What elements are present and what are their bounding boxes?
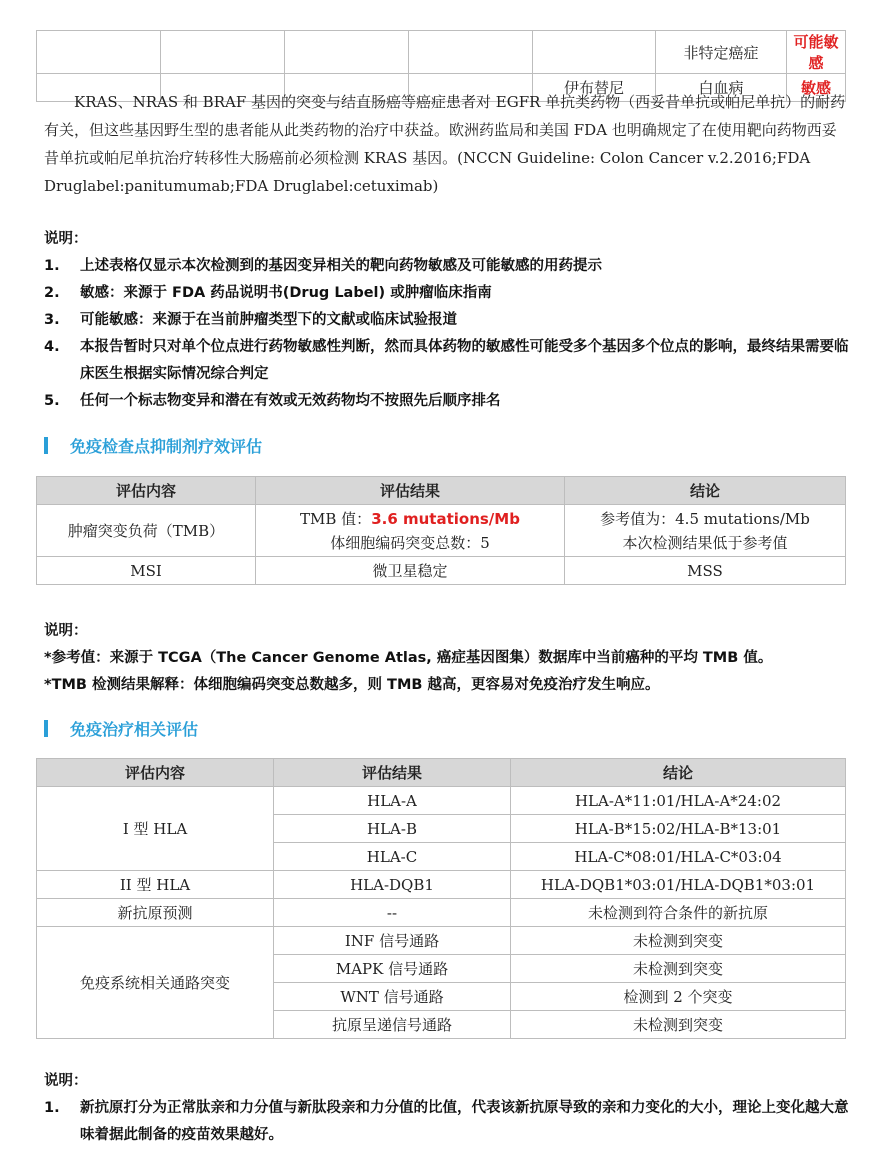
section-bar-icon bbox=[44, 437, 48, 454]
msi-label: MSI bbox=[37, 557, 256, 585]
hla1-label: I 型 HLA bbox=[37, 787, 274, 871]
table-header-row: 评估内容 评估结果 结论 bbox=[37, 759, 846, 787]
drug-name: 伊布替尼 bbox=[533, 74, 656, 102]
msi-conclusion: MSS bbox=[565, 557, 846, 585]
list-item: 5. 任何一个标志物变异和潜在有效或无效药物均不按照先后顺序排名 bbox=[44, 393, 501, 409]
list-item: 1. 上述表格仅显示本次检测到的基因变异相关的靶向药物敏感及可能敏感的用药提示 bbox=[44, 258, 602, 274]
tmb-conclusion: 参考值为：4.5 mutations/Mb 本次检测结果低于参考值 bbox=[565, 505, 846, 557]
sensitivity-level: 可能敏感 bbox=[787, 31, 846, 74]
section-title-immunotherapy: 免疫治疗相关评估 bbox=[44, 717, 198, 740]
list-item: 2. 敏感：来源于 FDA 药品说明书(Drug Label) 或肿瘤临床指南 bbox=[44, 285, 492, 301]
checkpoint-table bbox=[36, 476, 846, 585]
notes-block-2 bbox=[44, 618, 849, 699]
list-item: 3. 可能敏感：来源于在当前肿瘤类型下的文献或临床试验报道 bbox=[44, 312, 457, 328]
intro-paragraph: KRAS、NRAS 和 BRAF 基因的突变与结直肠癌等癌症患者对 EGFR 单抗类药物（西妥昔单抗或帕尼单抗）的耐药有关，但这些基因野生型的患者能从此类药物的治疗中获益。欧洲药监局和美国 FDA 也明确规定了在使用靶向药物西妥昔单抗或帕尼单抗治疗转移性大肠癌前必须检测 KRAS 基因。(NCCN Guideline: Colon Cancer v.2.2016;FDA Druglabel:panitumumab;FDA Druglabel:cetuximab) bbox=[44, 93, 846, 195]
notes-title: 说明： bbox=[44, 623, 88, 639]
notes-block-3 bbox=[44, 1068, 849, 1149]
tmb-value: 3.6 mutations/Mb bbox=[371, 509, 520, 528]
table-row bbox=[37, 31, 846, 74]
table-row: II 型 HLA HLA-DQB1 HLA-DQB1*03:01/HLA-DQB1*03:01 bbox=[37, 871, 846, 899]
table-row: 抗原呈递信号通路 未检测到突变 bbox=[37, 1011, 846, 1039]
list-item: *TMB 检测结果解释：体细胞编码突变总数越多，则 TMB 越高，更容易对免疫治疗发生响应。 bbox=[44, 677, 660, 693]
msi-result: 微卫星稳定 bbox=[256, 557, 565, 585]
sensitivity-level: 敏感 bbox=[787, 74, 846, 102]
table-row: HLA-C HLA-C*08:01/HLA-C*03:04 bbox=[37, 843, 846, 871]
notes-block-1 bbox=[44, 226, 849, 415]
table-row: MAPK 信号通路 未检测到突变 bbox=[37, 955, 846, 983]
table-row bbox=[37, 557, 846, 585]
table-row: HLA-B HLA-B*15:02/HLA-B*13:01 bbox=[37, 815, 846, 843]
hla2-label: II 型 HLA bbox=[37, 871, 274, 899]
list-item: *参考值：来源于 TCGA（The Cancer Genome Atlas, 癌症基因图集）数据库中当前癌种的平均 TMB 值。 bbox=[44, 650, 773, 666]
tmb-result: TMB 值：3.6 mutations/Mb 体细胞编码突变总数：5 bbox=[256, 505, 565, 557]
tmb-label: 肿瘤突变负荷（TMB） bbox=[37, 505, 256, 557]
cancer-type: 白血病 bbox=[656, 74, 787, 102]
table-row: 新抗原预测 -- 未检测到符合条件的新抗原 bbox=[37, 899, 846, 927]
logo-fragment bbox=[78, 0, 188, 6]
section-bar-icon bbox=[44, 720, 48, 737]
table-header-row: 评估内容 评估结果 结论 bbox=[37, 477, 846, 505]
table-row: I 型 HLA HLA-A HLA-A*11:01/HLA-A*24:02 bbox=[37, 787, 846, 815]
section-title-checkpoint: 免疫检查点抑制剂疗效评估 bbox=[44, 434, 262, 457]
neoantigen-label: 新抗原预测 bbox=[37, 899, 274, 927]
table-row: 免疫系统相关通路突变 INF 信号通路 未检测到突变 bbox=[37, 927, 846, 955]
notes-title: 说明： bbox=[44, 1073, 88, 1089]
table-row: WNT 信号通路 检测到 2 个突变 bbox=[37, 983, 846, 1011]
list-item: 4. 本报告暂时只对单个位点进行药物敏感性判断，然而具体药物的敏感性可能受多个基因多个位点的影响，最终结果需要临床医生根据实际情况综合判定 bbox=[44, 339, 849, 382]
drug-name bbox=[533, 31, 656, 74]
table-row bbox=[37, 505, 846, 557]
cancer-type: 非特定癌症 bbox=[656, 31, 787, 74]
notes-title: 说明： bbox=[44, 231, 88, 247]
pathway-label: 免疫系统相关通路突变 bbox=[37, 927, 274, 1039]
list-item: 1. 新抗原打分为正常肽亲和力分值与新肽段亲和力分值的比值，代表该新抗原导致的亲和力变化的大小，理论上变化越大意味着据此制备的疫苗效果越好。 bbox=[44, 1100, 849, 1143]
immunotherapy-table bbox=[36, 758, 846, 1039]
